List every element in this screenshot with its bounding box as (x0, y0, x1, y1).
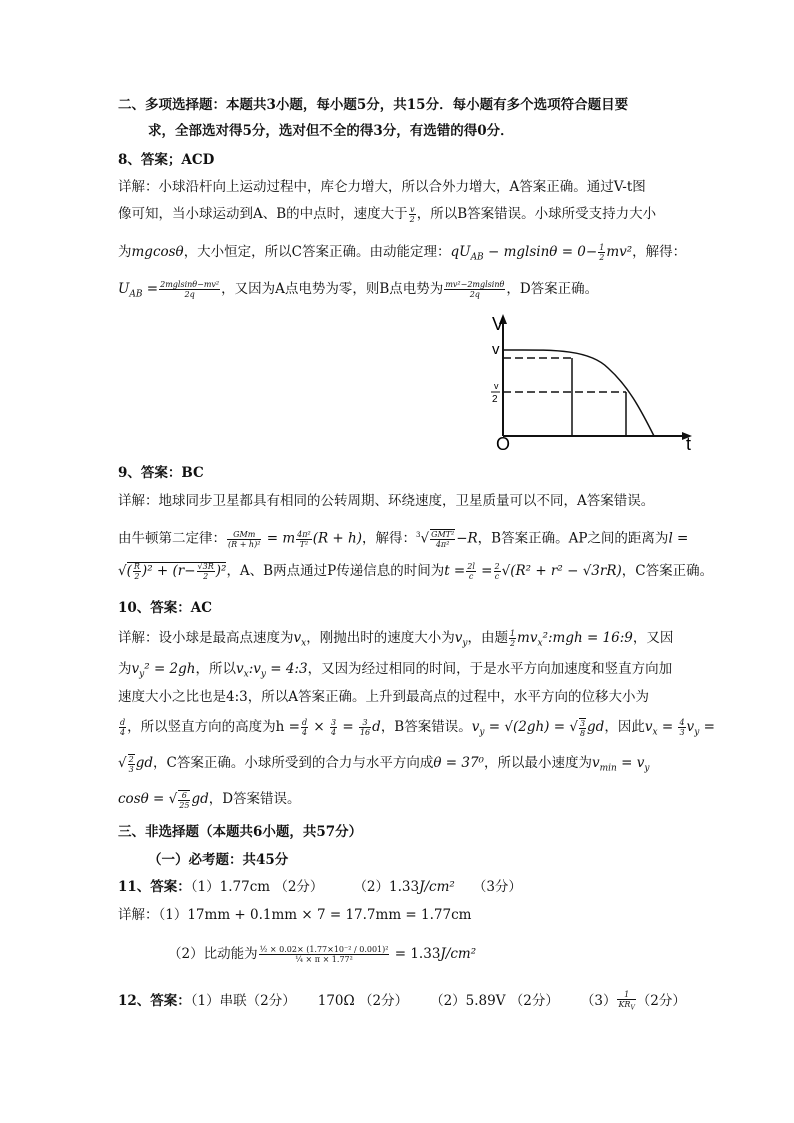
y-axis-label: V (492, 314, 505, 334)
q8-detail-line4: $U_{AB}$ = $\frac{\text{2mglsinθ−mv²}}{2q}$ ，又因为A点电势为零，则B点电势为 $\frac{\text{mv²−2mglsinθ}}{2q}$ ，D答案正确。 (118, 280, 599, 300)
q10-detail-line2: 为$v_y^2 = 2gh$，所以$v_x:v_y$ = 4:3，又因为经过相同的时间，于是水平方向加速度和竖直方向加 (118, 661, 673, 680)
q9-detail-line3: √( $\frac{R}{2}$ )² + (r− $\frac{√3R}{2}$ )²，A、B两点通过P传递信息的时间为t = $\frac{2l}{c}$ = $\frac{2}{c}$ √(R² + r² − √3rR)，C答案正确。 (118, 562, 714, 581)
x-axis-label: t (686, 434, 692, 454)
vt-graph (478, 308, 698, 456)
v2-label-den: 2 (492, 394, 498, 405)
q10-answer: 10、答案：AC (118, 600, 213, 616)
q10-detail-line5: √ $\frac{2}{3}$ gd，C答案正确。小球所受到的合力与水平方向成θ = 37⁰，所以最小速度为$v_{min} = v_y$ (118, 754, 650, 774)
q9-detail-line1: 详解：地球同步卫星都具有相同的公转周期、环绕速度，卫星质量可以不同，A答案错误。 (118, 493, 655, 509)
q10-detail-line1: 详解：设小球是最高点速度为$v_x$，刚抛出时的速度大小为$v_y$，由题 $\frac{1}{2}$ $mv_x^2:mgh$ = 16:9，又因 (118, 629, 674, 649)
q11-detail-line1: 详解：（1）17mm + 0.1mm × 7 = 17.7mm = 1.77cm (118, 907, 472, 923)
q10-detail-line6: cosθ = √ $\frac{6}{25}$ gd，D答案错误。 (118, 790, 301, 810)
v-label: v (492, 341, 500, 358)
section2-heading-line1: 二、多项选择题：本题共3小题，每小题5分，共15分．每小题有多个选项符合题目要 (118, 97, 629, 113)
q11-answer-line: 11、答案：（1）1.77cm （2分） （2）1.33J/cm² （3分） (118, 879, 522, 895)
section2-heading-line2: 求，全部选对得5分，选对但不全的得3分，有选错的得0分． (148, 123, 514, 139)
q11-detail-line2: （2）比动能为 $\frac{\text{½ × 0.02× (1.77×10⁻² / 0.001)²}}{\text{¼ × π × 1.77²}}$ = 1.33J/cm² (168, 945, 477, 964)
q8-answer: 8、答案；ACD (118, 152, 215, 168)
section3-subheading: （一）必考题：共45分 (148, 852, 289, 868)
q9-answer: 9、答案：BC (118, 465, 204, 481)
q8-detail-line2: 像可知，当小球运动到A、B的中点时，速度大于 $\frac{v}{2}$ ，所以B答案错误。小球所受支持力大小 (118, 205, 657, 224)
q8-detail-line1: 详解：小球沿杆向上运动过程中，库仑力增大，所以合外力增大，A答案正确。通过V-t图 (118, 179, 646, 195)
velocity-curve (503, 350, 654, 436)
v2-label-num: v (494, 381, 499, 391)
origin-label: O (496, 434, 511, 454)
q8-detail-line3: 为mgcosθ，大小恒定，所以C答案正确。由动能定理：$qU_{AB} - mglsin\theta = 0-$ $\frac{1}{2}$ mv²，解得： (118, 243, 687, 263)
q10-detail-line3: 速度大小之比也是4:3，所以A答案正确。上升到最高点的过程中，水平方向的位移大小为 (118, 689, 649, 705)
section3-heading: 三、非选择题（本题共6小题，共57分） (118, 824, 363, 840)
q10-detail-line4: $\frac{d}{4}$ ，所以竖直方向的高度为h = $\frac{d}{4}$ × $\frac{3}{4}$ = $\frac{3}{16}$ d，B答案错误。$v_y = √(2gh)$ = √ $\frac{3}{8}$ gd，因此$v_x$ = $\frac{4}{3}$ $v_y$ = (120, 718, 715, 738)
q12-answer-line: 12、答案：（1）串联（2分） 170Ω （2分） （2）5.89V （2分） （3） $\frac{1}{KR_V}$ （2分） (118, 990, 686, 1012)
q9-detail-line2: 由牛顿第二定律： $\frac{\text{GMm}}{\text{(R + h)²}}$ = m $\frac{\text{4π²}}{\text{T²}}$ (R + h)，解得：$^3$√ $\frac{\text{GMT²}}{\text{4π²}}$ −R，B答案正确。AP之间的距离为l = (118, 529, 689, 549)
